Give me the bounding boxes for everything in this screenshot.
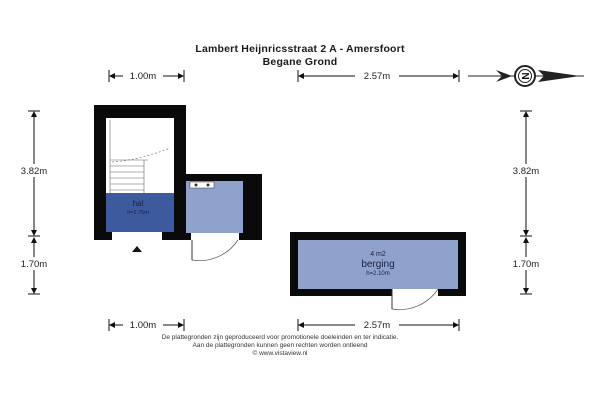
dim-label-bottom-right: 2.57m (363, 320, 391, 331)
berging-height: h=2.10m (366, 271, 390, 277)
toilet-room (186, 181, 243, 233)
dim-label-right-lower: 1.70m (512, 259, 540, 270)
toilet-block (180, 174, 262, 261)
dimension-right-lower (506, 238, 546, 294)
north-compass (468, 66, 584, 86)
dimension-bottom-left (109, 319, 184, 331)
compass-label: N (521, 72, 532, 80)
dim-label-top-left: 1.00m (129, 71, 157, 82)
dimension-top-right (298, 70, 459, 82)
dimension-left-lower (14, 238, 54, 294)
dim-label-left-upper: 3.82m (20, 166, 48, 177)
stair-area (106, 118, 174, 193)
stair-hall-block (94, 105, 186, 252)
plan-title: Lambert Heijnricsstraat 2 A - Amersfoort (195, 43, 405, 55)
toilet-door-swing (192, 240, 238, 261)
berging-block (290, 232, 466, 310)
disclaimer-line-2: Aan de plattegronden kunnen geen rechten worden ontleend (192, 342, 368, 349)
berging-label: berging (361, 259, 395, 270)
hal-height: h=2.75m (127, 210, 149, 216)
berging-area: 4 m2 (370, 251, 386, 258)
dimension-left-upper (14, 111, 54, 236)
dim-label-right-upper: 3.82m (512, 166, 540, 177)
dim-label-bottom-left: 1.00m (129, 320, 157, 331)
dimension-top-left (109, 70, 184, 82)
entrance-arrow-icon (132, 246, 142, 252)
floor-name: Begane Grond (262, 56, 338, 68)
dim-label-left-lower: 1.70m (20, 259, 48, 270)
washbasin-icon (190, 182, 214, 188)
dim-label-top-right: 2.57m (363, 71, 391, 82)
dimension-bottom-right (298, 319, 459, 331)
hal-label: hal (132, 199, 144, 208)
copyright-link[interactable]: © www.vistaview.nl (252, 350, 308, 357)
dimension-right-upper (506, 111, 546, 236)
disclaimer-line-1: De plattegronden zijn geproduceerd voor promotionele doeleinden en ter indicatie. (161, 334, 399, 341)
